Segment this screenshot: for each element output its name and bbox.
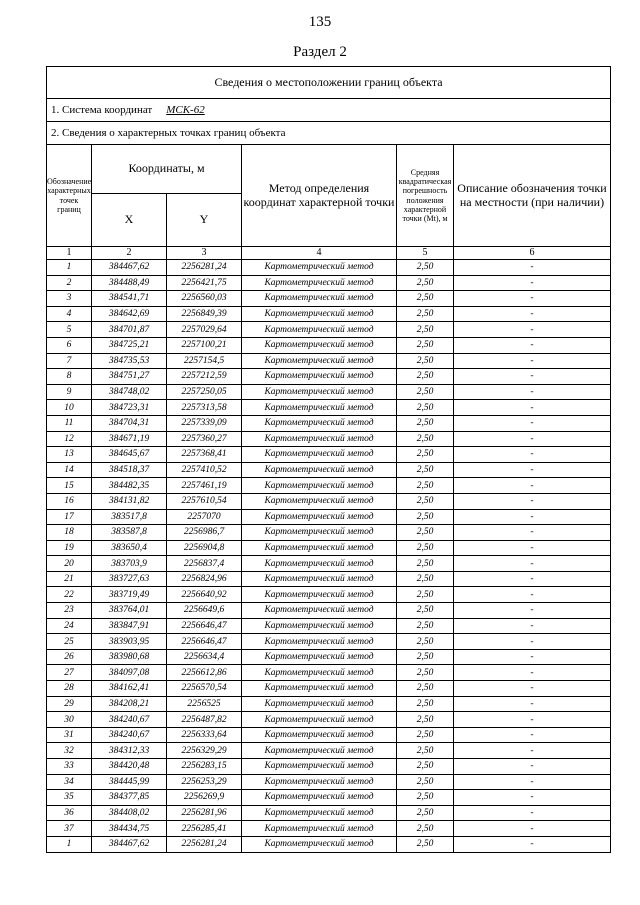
column-number: 1 [47,247,92,260]
accuracy-cell: 2,50 [397,415,454,431]
description-cell: - [454,291,611,307]
accuracy-cell: 2,50 [397,681,454,697]
y-coordinate-cell: 2257100,21 [167,337,242,353]
accuracy-cell: 2,50 [397,384,454,400]
method-cell: Картометрический метод [242,821,397,837]
x-coordinate-cell: 384725,21 [92,337,167,353]
table-row [47,727,611,743]
table-row [47,836,611,852]
y-coordinate-cell: 2256640,92 [167,587,242,603]
header-description: Описание обозначения точки на местности (при наличии) [454,145,611,247]
table-row [47,462,611,478]
point-number-cell: 22 [47,587,92,603]
method-cell: Картометрический метод [242,790,397,806]
y-coordinate-cell: 2257368,41 [167,447,242,463]
y-coordinate-cell: 2257339,09 [167,415,242,431]
point-number-cell: 26 [47,649,92,665]
method-cell: Картометрический метод [242,696,397,712]
section-title: Раздел 2 [293,44,347,60]
table-row [47,805,611,821]
x-coordinate-cell: 384671,19 [92,431,167,447]
column-number: 3 [167,247,242,260]
description-cell: - [454,462,611,478]
method-cell: Картометрический метод [242,774,397,790]
point-number-cell: 37 [47,821,92,837]
description-cell: - [454,509,611,525]
description-cell: - [454,696,611,712]
description-cell: - [454,322,611,338]
point-number-cell: 19 [47,540,92,556]
y-coordinate-cell: 2257070 [167,509,242,525]
description-cell: - [454,571,611,587]
accuracy-cell: 2,50 [397,790,454,806]
y-coordinate-cell: 2257410,52 [167,462,242,478]
accuracy-cell: 2,50 [397,275,454,291]
point-number-cell: 21 [47,571,92,587]
boundary-points-table [46,66,611,853]
point-number-cell: 15 [47,478,92,494]
method-cell: Картометрический метод [242,415,397,431]
description-cell: - [454,821,611,837]
accuracy-cell: 2,50 [397,322,454,338]
accuracy-cell: 2,50 [397,447,454,463]
description-cell: - [454,774,611,790]
point-number-cell: 17 [47,509,92,525]
point-number-cell: 11 [47,415,92,431]
accuracy-cell: 2,50 [397,400,454,416]
accuracy-cell: 2,50 [397,353,454,369]
description-cell: - [454,415,611,431]
y-coordinate-cell: 2257154,5 [167,353,242,369]
table-row [47,415,611,431]
point-number-cell: 29 [47,696,92,712]
y-coordinate-cell: 2257250,05 [167,384,242,400]
table-row [47,634,611,650]
x-coordinate-cell: 384131,82 [92,493,167,509]
point-number-cell: 24 [47,618,92,634]
table-row [47,260,611,276]
table-row [47,759,611,775]
point-number-cell: 20 [47,556,92,572]
point-number-cell: 5 [47,322,92,338]
method-cell: Картометрический метод [242,540,397,556]
method-cell: Картометрический метод [242,306,397,322]
description-cell: - [454,665,611,681]
accuracy-cell: 2,50 [397,603,454,619]
x-coordinate-cell: 384488,49 [92,275,167,291]
y-coordinate-cell: 2256487,82 [167,712,242,728]
y-coordinate-cell: 2256525 [167,696,242,712]
point-number-cell: 3 [47,291,92,307]
method-cell: Картометрический метод [242,275,397,291]
accuracy-cell: 2,50 [397,634,454,650]
x-coordinate-cell: 384097,08 [92,665,167,681]
header-point-designation: Обозначение характерных точек границ [47,145,92,247]
x-coordinate-cell: 384751,27 [92,369,167,385]
point-number-cell: 2 [47,275,92,291]
x-coordinate-cell: 384434,75 [92,821,167,837]
method-cell: Картометрический метод [242,291,397,307]
accuracy-cell: 2,50 [397,540,454,556]
y-coordinate-cell: 2256281,24 [167,836,242,852]
method-cell: Картометрический метод [242,587,397,603]
accuracy-cell: 2,50 [397,727,454,743]
accuracy-cell: 2,50 [397,509,454,525]
y-coordinate-cell: 2256253,29 [167,774,242,790]
description-cell: - [454,805,611,821]
table-row [47,696,611,712]
x-coordinate-cell: 384240,67 [92,727,167,743]
description-cell: - [454,478,611,494]
table-row [47,275,611,291]
description-cell: - [454,790,611,806]
coordinate-system-value: МСК-62 [166,104,205,116]
description-cell: - [454,759,611,775]
point-number-cell: 33 [47,759,92,775]
accuracy-cell: 2,50 [397,556,454,572]
method-cell: Картометрический метод [242,493,397,509]
table-row [47,618,611,634]
y-coordinate-cell: 2256281,96 [167,805,242,821]
table-row [47,431,611,447]
method-cell: Картометрический метод [242,384,397,400]
point-number-cell: 35 [47,790,92,806]
accuracy-cell: 2,50 [397,759,454,775]
description-cell: - [454,556,611,572]
table-row [47,306,611,322]
accuracy-cell: 2,50 [397,649,454,665]
column-number: 2 [92,247,167,260]
accuracy-cell: 2,50 [397,462,454,478]
x-coordinate-cell: 383764,01 [92,603,167,619]
method-cell: Картометрический метод [242,400,397,416]
x-coordinate-cell: 383703,9 [92,556,167,572]
point-number-cell: 30 [47,712,92,728]
point-number-cell: 14 [47,462,92,478]
point-number-cell: 32 [47,743,92,759]
x-coordinate-cell: 384312,33 [92,743,167,759]
point-number-cell: 16 [47,493,92,509]
points-section-label: 2. Сведения о характерных точках границ объекта [47,122,611,145]
table-row [47,712,611,728]
description-cell: - [454,400,611,416]
method-cell: Картометрический метод [242,743,397,759]
description-cell: - [454,603,611,619]
description-cell: - [454,260,611,276]
y-coordinate-cell: 2256634,4 [167,649,242,665]
x-coordinate-cell: 384208,21 [92,696,167,712]
accuracy-cell: 2,50 [397,743,454,759]
x-coordinate-cell: 384467,62 [92,836,167,852]
method-cell: Картометрический метод [242,509,397,525]
accuracy-cell: 2,50 [397,306,454,322]
table-row [47,649,611,665]
point-number-cell: 9 [47,384,92,400]
accuracy-cell: 2,50 [397,571,454,587]
description-cell: - [454,431,611,447]
method-cell: Картометрический метод [242,681,397,697]
accuracy-cell: 2,50 [397,696,454,712]
header-accuracy: Средняя квадратическая погрешность положения характерной точки (Mt), м [397,145,454,247]
accuracy-cell: 2,50 [397,478,454,494]
description-cell: - [454,353,611,369]
table-row [47,743,611,759]
x-coordinate-cell: 383517,8 [92,509,167,525]
coordinate-system-label: 1. Система координат [51,104,153,116]
y-coordinate-cell: 2256837,4 [167,556,242,572]
method-cell: Картометрический метод [242,759,397,775]
x-coordinate-cell: 383587,8 [92,525,167,541]
x-coordinate-cell: 384467,62 [92,260,167,276]
table-row [47,447,611,463]
x-coordinate-cell: 384704,31 [92,415,167,431]
method-cell: Картометрический метод [242,525,397,541]
table-row [47,556,611,572]
method-cell: Картометрический метод [242,353,397,369]
description-cell: - [454,369,611,385]
accuracy-cell: 2,50 [397,712,454,728]
accuracy-cell: 2,50 [397,525,454,541]
method-cell: Картометрический метод [242,260,397,276]
point-number-cell: 18 [47,525,92,541]
method-cell: Картометрический метод [242,556,397,572]
method-cell: Картометрический метод [242,727,397,743]
method-cell: Картометрический метод [242,712,397,728]
x-coordinate-cell: 384445,99 [92,774,167,790]
point-number-cell: 10 [47,400,92,416]
accuracy-cell: 2,50 [397,805,454,821]
y-coordinate-cell: 2257212,59 [167,369,242,385]
x-coordinate-cell: 383719,49 [92,587,167,603]
point-number-cell: 28 [47,681,92,697]
point-number-cell: 36 [47,805,92,821]
x-coordinate-cell: 384482,35 [92,478,167,494]
x-coordinate-cell: 383650,4 [92,540,167,556]
y-coordinate-cell: 2256570,54 [167,681,242,697]
header-method: Метод определения координат характерной точки [242,145,397,247]
table-row [47,353,611,369]
description-cell: - [454,618,611,634]
coordinate-system-row [47,99,611,122]
accuracy-cell: 2,50 [397,665,454,681]
table-row [47,774,611,790]
x-coordinate-cell: 384701,87 [92,322,167,338]
accuracy-cell: 2,50 [397,774,454,790]
column-number: 4 [242,247,397,260]
description-cell: - [454,727,611,743]
y-coordinate-cell: 2256269,9 [167,790,242,806]
accuracy-cell: 2,50 [397,291,454,307]
accuracy-cell: 2,50 [397,821,454,837]
y-coordinate-cell: 2257360,27 [167,431,242,447]
y-coordinate-cell: 2256649,6 [167,603,242,619]
table-row [47,384,611,400]
header-x: X [92,194,167,247]
x-coordinate-cell: 384420,48 [92,759,167,775]
y-coordinate-cell: 2256904,8 [167,540,242,556]
method-cell: Картометрический метод [242,603,397,619]
table-row [47,603,611,619]
header-y: Y [167,194,242,247]
description-cell: - [454,712,611,728]
point-number-cell: 4 [47,306,92,322]
x-coordinate-cell: 383980,68 [92,649,167,665]
column-number: 5 [397,247,454,260]
x-coordinate-cell: 384518,37 [92,462,167,478]
y-coordinate-cell: 2256283,15 [167,759,242,775]
table-row [47,587,611,603]
accuracy-cell: 2,50 [397,369,454,385]
table-row [47,291,611,307]
accuracy-cell: 2,50 [397,431,454,447]
point-number-cell: 13 [47,447,92,463]
point-number-cell: 34 [47,774,92,790]
accuracy-cell: 2,50 [397,836,454,852]
x-coordinate-cell: 384240,67 [92,712,167,728]
description-cell: - [454,587,611,603]
table-row [47,478,611,494]
method-cell: Картометрический метод [242,634,397,650]
y-coordinate-cell: 2257610,54 [167,493,242,509]
method-cell: Картометрический метод [242,447,397,463]
y-coordinate-cell: 2257313,58 [167,400,242,416]
table-row [47,681,611,697]
table-row [47,322,611,338]
y-coordinate-cell: 2256421,75 [167,275,242,291]
table-row [47,571,611,587]
description-cell: - [454,540,611,556]
x-coordinate-cell: 384645,67 [92,447,167,463]
point-number-cell: 25 [47,634,92,650]
method-cell: Картометрический метод [242,836,397,852]
point-number-cell: 1 [47,260,92,276]
table-title: Сведения о местоположении границ объекта [47,67,611,99]
page-number: 135 [308,14,332,30]
table-row [47,369,611,385]
point-number-cell: 1 [47,836,92,852]
method-cell: Картометрический метод [242,665,397,681]
table-row [47,509,611,525]
method-cell: Картометрический метод [242,431,397,447]
point-number-cell: 7 [47,353,92,369]
header-coordinates: Координаты, м [92,145,242,194]
method-cell: Картометрический метод [242,369,397,385]
table-row [47,790,611,806]
description-cell: - [454,275,611,291]
point-number-cell: 8 [47,369,92,385]
point-number-cell: 23 [47,603,92,619]
method-cell: Картометрический метод [242,462,397,478]
y-coordinate-cell: 2256281,24 [167,260,242,276]
table-row [47,540,611,556]
y-coordinate-cell: 2257029,64 [167,322,242,338]
point-number-cell: 12 [47,431,92,447]
method-cell: Картометрический метод [242,478,397,494]
table-row [47,337,611,353]
accuracy-cell: 2,50 [397,493,454,509]
accuracy-cell: 2,50 [397,587,454,603]
x-coordinate-cell: 383903,95 [92,634,167,650]
table-row [47,525,611,541]
y-coordinate-cell: 2256646,47 [167,634,242,650]
accuracy-cell: 2,50 [397,337,454,353]
description-cell: - [454,384,611,400]
table-row [47,665,611,681]
table-row [47,821,611,837]
x-coordinate-cell: 384408,02 [92,805,167,821]
y-coordinate-cell: 2256646,47 [167,618,242,634]
method-cell: Картометрический метод [242,571,397,587]
y-coordinate-cell: 2256329,29 [167,743,242,759]
point-number-cell: 6 [47,337,92,353]
x-coordinate-cell: 384642,69 [92,306,167,322]
y-coordinate-cell: 2256333,64 [167,727,242,743]
method-cell: Картометрический метод [242,649,397,665]
method-cell: Картометрический метод [242,618,397,634]
description-cell: - [454,306,611,322]
y-coordinate-cell: 2256612,86 [167,665,242,681]
description-cell: - [454,681,611,697]
table-row [47,400,611,416]
point-number-cell: 27 [47,665,92,681]
accuracy-cell: 2,50 [397,260,454,276]
description-cell: - [454,836,611,852]
accuracy-cell: 2,50 [397,618,454,634]
description-cell: - [454,493,611,509]
method-cell: Картометрический метод [242,805,397,821]
description-cell: - [454,337,611,353]
column-number: 6 [454,247,611,260]
x-coordinate-cell: 384377,85 [92,790,167,806]
y-coordinate-cell: 2257461,19 [167,478,242,494]
y-coordinate-cell: 2256285,41 [167,821,242,837]
column-numbers-row [47,247,611,260]
x-coordinate-cell: 384735,53 [92,353,167,369]
y-coordinate-cell: 2256824,96 [167,571,242,587]
y-coordinate-cell: 2256560,03 [167,291,242,307]
method-cell: Картометрический метод [242,337,397,353]
point-number-cell: 31 [47,727,92,743]
y-coordinate-cell: 2256986,7 [167,525,242,541]
x-coordinate-cell: 384541,71 [92,291,167,307]
method-cell: Картометрический метод [242,322,397,338]
description-cell: - [454,525,611,541]
x-coordinate-cell: 384723,31 [92,400,167,416]
description-cell: - [454,743,611,759]
y-coordinate-cell: 2256849,39 [167,306,242,322]
x-coordinate-cell: 384162,41 [92,681,167,697]
description-cell: - [454,649,611,665]
x-coordinate-cell: 383727,63 [92,571,167,587]
x-coordinate-cell: 384748,02 [92,384,167,400]
table-row [47,493,611,509]
description-cell: - [454,634,611,650]
description-cell: - [454,447,611,463]
x-coordinate-cell: 383847,91 [92,618,167,634]
